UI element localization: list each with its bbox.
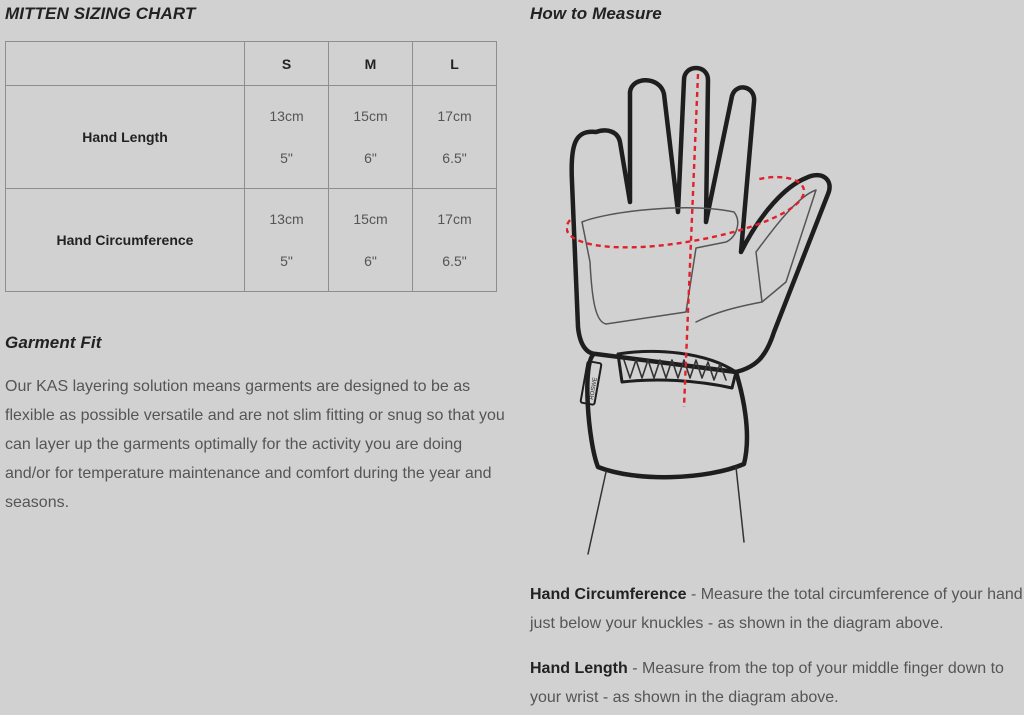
size-header-s: S	[245, 42, 329, 86]
cell-cm: 13cm	[269, 211, 304, 227]
how-to-measure-title: How to Measure	[530, 4, 662, 23]
table-cell	[329, 86, 413, 189]
size-header-m: M	[329, 42, 413, 86]
cell-cm: 15cm	[353, 108, 388, 124]
cell-inch: 5"	[280, 150, 293, 166]
cell-inch: 5"	[280, 253, 293, 269]
table-cell	[413, 86, 497, 189]
row-label-hand-length: Hand Length	[6, 86, 245, 189]
glove-diagram	[566, 62, 836, 557]
table-row	[6, 86, 497, 189]
table-cell	[245, 86, 329, 189]
table-cell	[329, 189, 413, 292]
palm-panel	[582, 208, 738, 324]
cell-inch: 6"	[364, 150, 377, 166]
cell-inch: 6.5"	[442, 150, 467, 166]
row-label-hand-circumference: Hand Circumference	[6, 189, 245, 292]
table-header-row	[6, 42, 497, 86]
table-cell	[413, 189, 497, 292]
cell-cm: 17cm	[437, 108, 472, 124]
cell-cm: 17cm	[437, 211, 472, 227]
length-term: Hand Length	[530, 660, 628, 677]
sizing-table	[5, 41, 497, 292]
cell-cm: 13cm	[269, 108, 304, 124]
circumference-term: Hand Circumference	[530, 586, 687, 603]
length-description	[530, 654, 1024, 712]
cell-inch: 6"	[364, 253, 377, 269]
cell-inch: 6.5"	[442, 253, 467, 269]
thumb-crease	[696, 302, 762, 322]
arm-left	[588, 472, 606, 554]
circumference-description	[530, 580, 1024, 638]
cell-cm: 15cm	[353, 211, 388, 227]
length-text: - Measure from the top of your middle finger down to your wrist - as shown in the diagram above.	[530, 660, 1004, 706]
table-row	[6, 189, 497, 292]
glove-tag-label: ROSWE	[589, 376, 599, 401]
glove-outline	[572, 68, 830, 372]
table-cell	[245, 189, 329, 292]
sizing-chart-title: MITTEN SIZING CHART	[5, 4, 196, 23]
arm-right	[736, 467, 744, 542]
table-header-blank	[6, 42, 245, 86]
garment-fit-title: Garment Fit	[5, 333, 102, 352]
size-header-l: L	[413, 42, 497, 86]
garment-fit-text: Our KAS layering solution means garments are designed to be as flexible as possible versatile and are not slim fitting or snug so that you can layer up the garments optimally for the activity you are doing and/or for temperature maintenance and comfort during the year and seasons.	[5, 378, 505, 511]
circumference-text: - Measure the total circumference of your hand just below your knuckles - as shown in the diagram above.	[530, 586, 1023, 632]
